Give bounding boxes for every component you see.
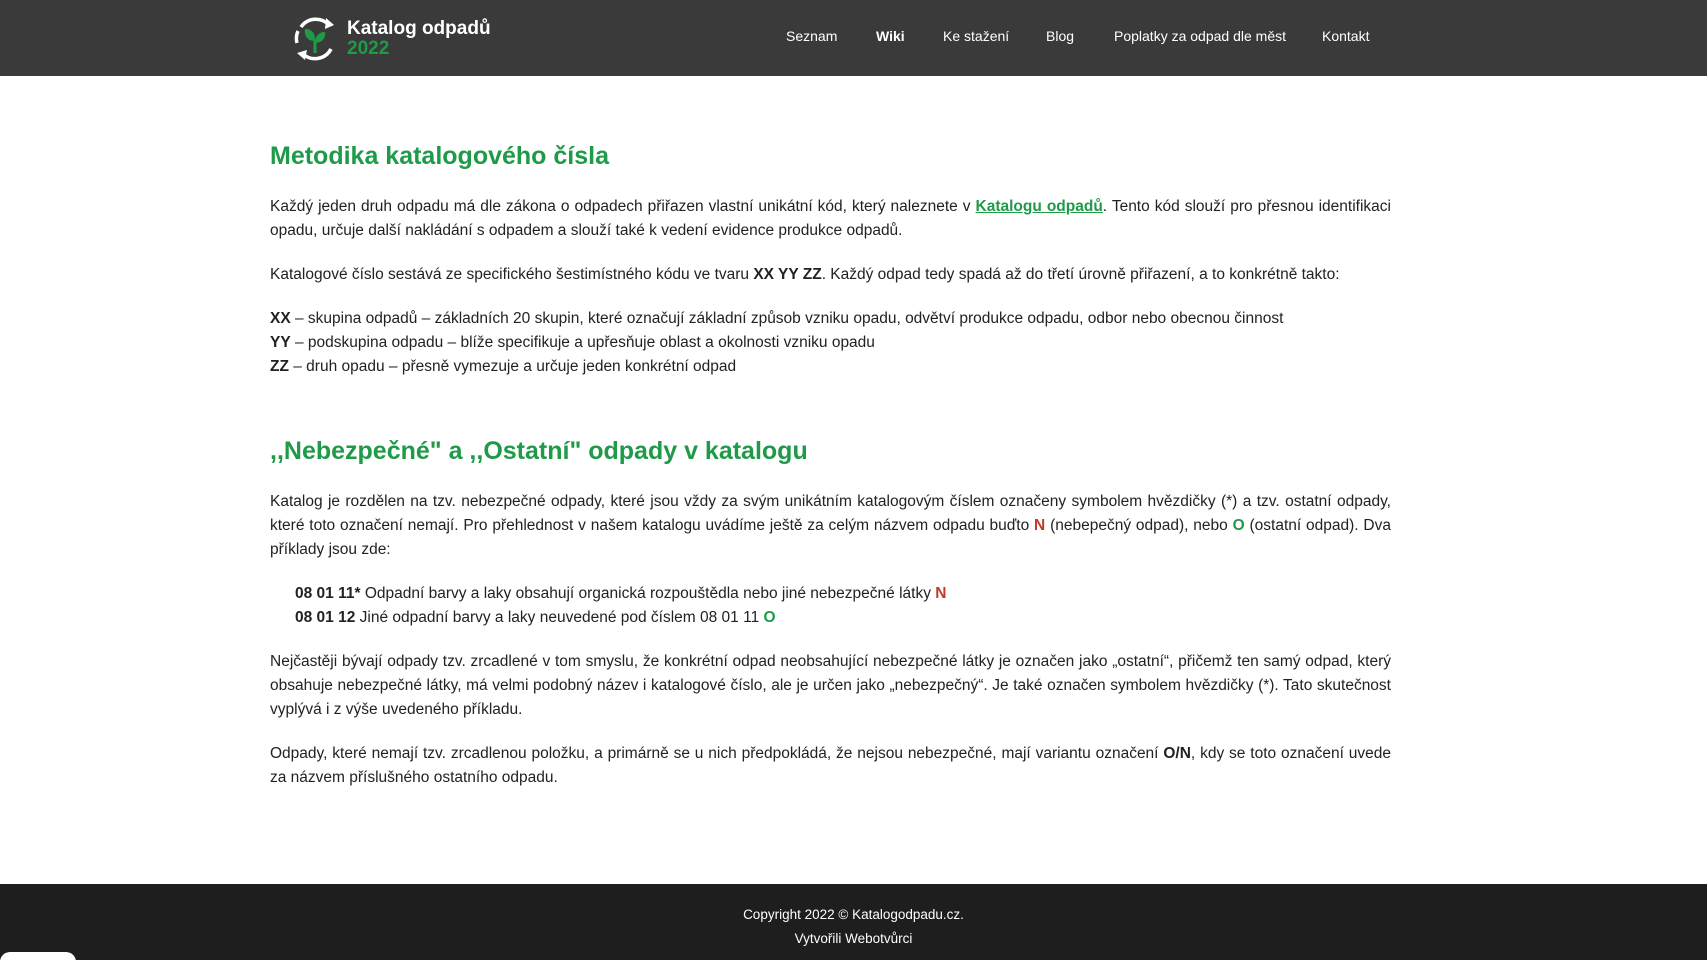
level-code: ZZ	[270, 358, 289, 375]
logo-title: Katalog odpadů	[347, 18, 491, 39]
nav-item-ke-stazeni[interactable]: Ke stažení	[943, 28, 1010, 44]
paragraph-hazardous-intro	[270, 490, 1391, 562]
example-code: 08 01 12	[295, 609, 356, 626]
nav-item-poplatky[interactable]: Poplatky za odpad dle měst	[1114, 28, 1286, 44]
nav-item-blog[interactable]: Blog	[1046, 28, 1075, 44]
example-text: Jiné odpadní barvy a laky neuvedené pod číslem 08 01 11	[355, 609, 764, 626]
site-header	[0, 0, 1707, 76]
site-footer	[0, 884, 1707, 960]
hazard-marker-n: N	[1034, 517, 1046, 534]
list-item	[270, 331, 1391, 355]
section-heading-methodology: Metodika katalogového čísla	[270, 142, 609, 170]
paragraph-intro	[270, 195, 1391, 243]
code-levels-list	[270, 307, 1391, 379]
text: Katalog je rozdělen na tzv. nebezpečné odpady, které jsou vždy za svým unikátním katalogovým číslem označeny symbolem hvězdičky (*) a tzv. ostatní odpady, které toto označení nemají. Pro přehlednost v našem katalogu uvádíme ještě za celým názvem odpadu buďto	[270, 493, 1391, 534]
example-tag: O	[763, 609, 776, 626]
level-text: – podskupina odpadu – blíže specifikuje a upřesňuje oblast a okolnosti vzniku opadu	[290, 334, 875, 351]
text: (nebepečný odpad), nebo	[1045, 517, 1233, 534]
text: . Každý odpad tedy spadá až do třetí úrovně přiřazení, a to konkrétně takto:	[821, 266, 1340, 283]
credit-link[interactable]: Vytvořili Webotvůrci	[794, 931, 913, 946]
nav-item-seznam[interactable]: Seznam	[786, 28, 838, 44]
examples-list	[270, 582, 1391, 630]
level-text: – druh opadu – přesně vymezuje a určuje jeden konkrétní odpad	[288, 358, 737, 375]
text: Odpady, které nemají tzv. zrcadlenou položku, a primárně se u nich předpokládá, že nejsou nebezpečné, mají variantu označení	[270, 745, 1164, 762]
nav-item-kontakt[interactable]: Kontakt	[1322, 28, 1370, 44]
example-code: 08 01 11*	[295, 585, 361, 602]
text: . Tento kód slouží pro přesnou identifikaci opadu, určuje další nakládání s odpadem a slouží také k vedení evidence produkce odpadů.	[270, 198, 1391, 239]
list-item	[295, 582, 1391, 606]
recycle-leaf-icon	[289, 13, 341, 65]
level-code: YY	[270, 334, 291, 351]
text: Každý jeden druh odpadu má dle zákona o odpadech přiřazen vlastní unikátní kód, který naleznete v	[270, 198, 976, 215]
list-item	[295, 606, 1391, 630]
level-code: XX	[270, 310, 291, 327]
site-logo[interactable]	[289, 13, 491, 65]
list-item	[270, 355, 1391, 379]
text: Katalogové číslo sestává ze specifického šestimístného kódu ve tvaru	[270, 266, 754, 283]
code-format: XX YY ZZ	[753, 266, 822, 283]
chat-widget-tab[interactable]	[0, 952, 76, 960]
text: (ostatní odpad). Dva příklady jsou zde:	[270, 517, 1391, 558]
level-text: – skupina odpadů – základních 20 skupin, které označují základní způsob vzniku opadu, odvětví produkce odpadu, odbor nebo obecnou činnost	[290, 310, 1284, 327]
logo-year: 2022	[347, 38, 390, 59]
section-heading-hazardous: ,,Nebezpečné" a ,,Ostatní" odpady v katalogu	[270, 437, 808, 465]
nav-item-wiki[interactable]: Wiki	[876, 28, 905, 44]
example-tag: N	[935, 585, 947, 602]
list-item	[270, 307, 1391, 331]
other-marker-o: O	[1232, 517, 1245, 534]
copyright-text: Copyright 2022 © Katalogodpadu.cz.	[743, 907, 964, 922]
article	[270, 140, 1391, 790]
variant-code: O/N	[1163, 745, 1191, 762]
text: , kdy se toto označení uvede za názvem příslušného ostatního odpadu.	[270, 745, 1391, 786]
paragraph-variant	[270, 742, 1391, 790]
example-text: Odpadní barvy a laky obsahují organická rozpouštědla nebo jiné nebezpečné látky	[360, 585, 936, 602]
paragraph-code-format	[270, 263, 1391, 287]
paragraph-mirrored: Nejčastěji bývají odpady tzv. zrcadlené v tom smyslu, že konkrétní odpad neobsahující nebezpečné látky je označen jako „ostatní“, přičemž ten samý odpad, který obsahuje nebezpečné látky, má velmi podobný název i katalogové číslo, ale je určen jako „nebezpečný“. Je také označen symbolem hvězdičky (*). Tato skutečnost vyplývá i z výše uvedeného příkladu.	[270, 653, 1391, 718]
catalog-link[interactable]: Katalogu odpadů	[975, 198, 1103, 215]
